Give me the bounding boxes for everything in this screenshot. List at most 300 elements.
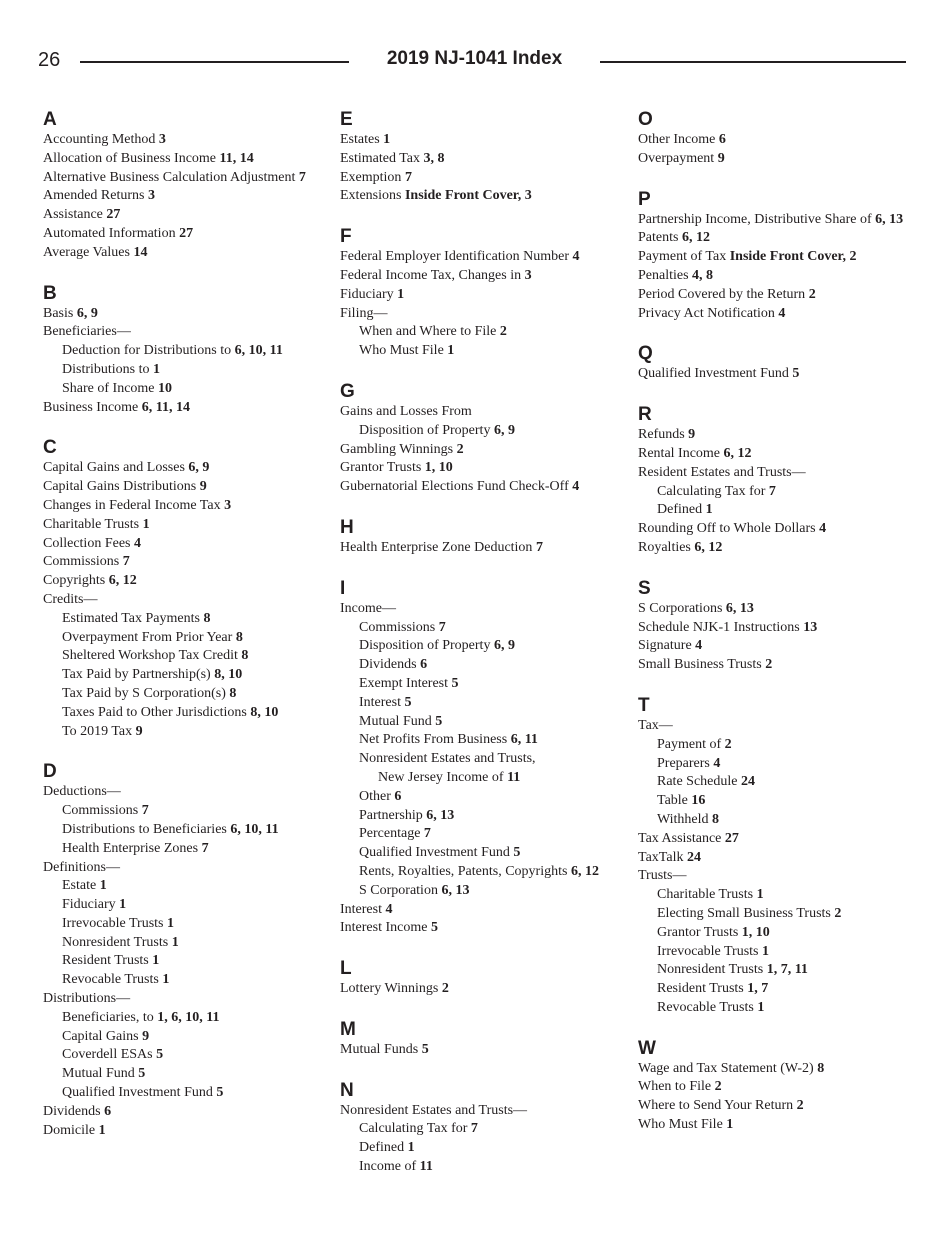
entry-term: Capital Gains Distributions bbox=[43, 479, 197, 495]
header-rule-right bbox=[600, 61, 906, 63]
section-spacer bbox=[340, 361, 615, 375]
entry-page-ref: 1 bbox=[756, 887, 764, 903]
index-entry-business-income bbox=[43, 399, 311, 418]
index-entry-tax-paid-by-partnership-s bbox=[43, 666, 311, 685]
entry-page-ref: 1 bbox=[142, 516, 150, 532]
entry-term: Interest bbox=[359, 694, 401, 710]
index-entry-payment-of bbox=[638, 736, 916, 755]
index-section-p bbox=[638, 189, 916, 324]
index-section-h bbox=[340, 517, 615, 558]
entry-page-ref: 8 bbox=[229, 685, 237, 701]
entry-page-ref: 9 bbox=[688, 427, 696, 443]
section-spacer bbox=[340, 558, 615, 572]
entry-term: When to File bbox=[638, 1079, 712, 1095]
index-section-c bbox=[43, 437, 311, 741]
section-letter: A bbox=[43, 109, 57, 130]
entry-page-ref: 6, 9 bbox=[493, 422, 515, 438]
entry-page-ref: 1 bbox=[726, 1117, 734, 1133]
entry-term: To 2019 Tax bbox=[62, 723, 133, 739]
entry-term: Mutual Funds bbox=[340, 1041, 419, 1057]
entry-term: Overpayment From Prior Year bbox=[62, 629, 233, 645]
section-spacer bbox=[340, 206, 615, 220]
entry-page-ref: 5 bbox=[792, 366, 800, 382]
entry-term: Signature bbox=[638, 638, 692, 654]
index-entry-s-corporation bbox=[340, 882, 615, 901]
index-entry-partnership-income-distributive-share-of bbox=[638, 211, 916, 230]
entry-page-ref: 1 bbox=[162, 972, 170, 988]
entry-term: Revocable Trusts bbox=[62, 972, 159, 988]
entry-page-ref: 1 bbox=[407, 1140, 415, 1156]
index-entry-s-corporations bbox=[638, 600, 916, 619]
index-entry-income bbox=[340, 600, 615, 619]
entry-term: Percentage bbox=[359, 826, 421, 842]
entry-term: Gubernatorial Elections Fund Check-Off bbox=[340, 479, 569, 495]
section-letter: Q bbox=[638, 343, 653, 365]
entry-page-ref: 5 bbox=[513, 845, 521, 861]
index-entry-rounding-off-to-whole-dollars bbox=[638, 520, 916, 539]
entry-page-ref: 6 bbox=[718, 132, 726, 147]
entry-term: Where to Send Your Return bbox=[638, 1098, 794, 1114]
entry-page-ref: 7 bbox=[423, 826, 431, 842]
index-entry-disposition-of-property bbox=[340, 637, 615, 656]
index-entry-federal-income-tax-changes-in bbox=[340, 267, 615, 286]
entry-term: Collection Fees bbox=[43, 535, 131, 551]
entry-page-ref: 9 bbox=[142, 1028, 150, 1044]
entry-page-ref: 16 bbox=[691, 793, 706, 809]
entry-page-ref: 6, 11 bbox=[510, 732, 538, 748]
entry-page-ref: Inside Front Cover, 2 bbox=[729, 249, 857, 265]
index-entry-commissions bbox=[43, 553, 311, 572]
entry-page-ref: 27 bbox=[724, 830, 739, 846]
index-section-e bbox=[340, 109, 615, 206]
index-entry-rental-income bbox=[638, 445, 916, 464]
entry-page-ref: 7 bbox=[122, 554, 130, 570]
entry-term: Calculating Tax for bbox=[359, 1121, 468, 1137]
entry-term: Amended Returns bbox=[43, 188, 145, 204]
entry-page-ref: 6, 11, 14 bbox=[141, 399, 190, 415]
index-section-g bbox=[340, 381, 615, 497]
entry-term: Deductions— bbox=[43, 784, 121, 800]
entry-term: Qualified Investment Fund bbox=[359, 845, 510, 861]
entry-term: Lottery Winnings bbox=[340, 981, 439, 997]
entry-term: Share of Income bbox=[62, 380, 155, 396]
entry-term: Interest bbox=[340, 901, 386, 917]
entry-term: Payment of bbox=[657, 736, 722, 752]
index-entry-resident-estates-and-trusts bbox=[638, 464, 916, 483]
entry-page-ref: 1, 10 bbox=[741, 924, 770, 940]
entry-page-ref: 7 bbox=[141, 803, 149, 819]
entry-term: Calculating Tax for bbox=[657, 483, 766, 499]
index-entry-resident-trusts bbox=[638, 980, 916, 999]
entry-term: Nonresident Estates and Trusts, bbox=[359, 751, 536, 767]
entry-term: When and Where to File bbox=[359, 324, 497, 340]
index-entry-rents-royalties-patents-copyrights bbox=[340, 863, 615, 882]
entry-term: Withheld bbox=[657, 811, 709, 827]
index-entry-nonresident-trusts bbox=[638, 961, 916, 980]
index-entry-exempt-interest bbox=[340, 675, 615, 694]
index-entry-electing-small-business-trusts bbox=[638, 905, 916, 924]
index-section-i bbox=[340, 578, 615, 938]
entry-term: Allocation of Business Income bbox=[43, 150, 217, 166]
entry-term: Rounding Off to Whole Dollars bbox=[638, 521, 816, 537]
index-entry-automated-information bbox=[43, 225, 311, 244]
entry-term: Irrevocable Trusts bbox=[657, 943, 759, 959]
entry-page-ref: 1 bbox=[705, 502, 713, 518]
index-entry-credits bbox=[43, 591, 311, 610]
entry-term: Credits— bbox=[43, 591, 98, 607]
entry-term: Estates bbox=[340, 132, 380, 147]
index-entry-new-jersey-income-of bbox=[340, 769, 615, 788]
index-entry-interest bbox=[340, 901, 615, 920]
index-section-w bbox=[638, 1038, 916, 1135]
section-spacer bbox=[340, 1060, 615, 1074]
index-entry-definitions bbox=[43, 859, 311, 878]
entry-page-ref: 2 bbox=[796, 1098, 804, 1114]
entry-page-ref: 6, 12 bbox=[108, 573, 137, 589]
index-entry-filing bbox=[340, 305, 615, 324]
entry-page-ref: 7 bbox=[535, 539, 543, 555]
entry-term: Commissions bbox=[359, 619, 436, 635]
entry-term: Commissions bbox=[43, 554, 120, 570]
entry-term: Beneficiaries, to bbox=[62, 1009, 154, 1025]
index-entry-nonresident-estates-and-trusts bbox=[340, 1102, 615, 1121]
entry-term: New Jersey Income of bbox=[378, 769, 504, 785]
entry-page-ref: 1 bbox=[119, 897, 127, 913]
entry-term: Average Values bbox=[43, 244, 130, 260]
index-entry-collection-fees bbox=[43, 535, 311, 554]
entry-term: Electing Small Business Trusts bbox=[657, 905, 831, 921]
entry-term: Estimated Tax Payments bbox=[62, 610, 200, 626]
entry-page-ref: 5 bbox=[451, 675, 459, 691]
entry-term: Estimated Tax bbox=[340, 150, 421, 166]
index-entry-refunds bbox=[638, 426, 916, 445]
entry-page-ref: 5 bbox=[138, 1066, 146, 1082]
entry-page-ref: 2 bbox=[765, 657, 773, 673]
index-section-f bbox=[340, 226, 615, 361]
entry-page-ref: 9 bbox=[717, 150, 725, 166]
index-entry-fiduciary bbox=[340, 286, 615, 305]
entry-term: Mutual Fund bbox=[62, 1066, 135, 1082]
entry-page-ref: 6, 10, 11 bbox=[230, 821, 279, 837]
index-entry-health-enterprise-zone-deduction bbox=[340, 539, 615, 558]
entry-term: Refunds bbox=[638, 427, 685, 443]
entry-page-ref: 2 bbox=[456, 441, 464, 457]
entry-term: Filing— bbox=[340, 305, 388, 321]
index-entry-changes-in-federal-income-tax bbox=[43, 497, 311, 516]
entry-term: Nonresident Trusts bbox=[62, 934, 169, 950]
index-entry-average-values bbox=[43, 244, 311, 263]
entry-term: Other bbox=[359, 788, 391, 804]
entry-page-ref: 5 bbox=[421, 1041, 429, 1057]
entry-term: Partnership bbox=[359, 807, 423, 823]
entry-page-ref: 1 bbox=[383, 132, 391, 147]
entry-page-ref: 8, 10 bbox=[250, 704, 279, 720]
entry-page-ref: 2 bbox=[499, 324, 507, 340]
entry-page-ref: 5 bbox=[404, 694, 412, 710]
entry-page-ref: 8 bbox=[235, 629, 243, 645]
entry-page-ref: 2 bbox=[714, 1079, 722, 1095]
entry-term: Trusts— bbox=[638, 868, 687, 884]
entry-term: Automated Information bbox=[43, 225, 176, 241]
index-entry-nonresident-estates-and-trusts bbox=[340, 750, 615, 769]
entry-term: Schedule NJK-1 Instructions bbox=[638, 619, 800, 635]
index-entry-privacy-act-notification bbox=[638, 305, 916, 324]
entry-page-ref: 6, 12 bbox=[723, 445, 752, 461]
section-letter: W bbox=[638, 1037, 656, 1059]
page-title: 2019 NJ-1041 Index bbox=[386, 48, 563, 69]
index-entry-patents bbox=[638, 229, 916, 248]
entry-term: Resident Trusts bbox=[657, 981, 744, 997]
index-entry-royalties bbox=[638, 539, 916, 558]
index-entry-disposition-of-property bbox=[340, 422, 615, 441]
index-entry-extensions bbox=[340, 187, 615, 206]
entry-term: Preparers bbox=[657, 755, 710, 771]
index-entry-tax bbox=[638, 717, 916, 736]
index-section-d bbox=[43, 761, 311, 1140]
entry-page-ref: 8 bbox=[241, 648, 249, 664]
entry-term: Assistance bbox=[43, 207, 103, 223]
section-spacer bbox=[638, 169, 916, 183]
index-entry-beneficiaries bbox=[43, 323, 311, 342]
entry-page-ref: 6, 9 bbox=[188, 460, 210, 476]
index-entry-gambling-winnings bbox=[340, 441, 615, 460]
index-entry-dividends bbox=[43, 1103, 311, 1122]
index-section-o bbox=[638, 109, 916, 169]
index-column-2 bbox=[340, 103, 615, 1177]
entry-term: Dividends bbox=[43, 1103, 101, 1119]
entry-term: Federal Income Tax, Changes in bbox=[340, 267, 522, 283]
index-entry-qualified-investment-fund bbox=[340, 844, 615, 863]
index-entry-qualified-investment-fund bbox=[638, 365, 916, 384]
entry-term: Partnership Income, Distributive Share of bbox=[638, 211, 872, 227]
entry-page-ref: 7 bbox=[768, 483, 776, 499]
entry-term: Income— bbox=[340, 600, 396, 616]
index-entry-withheld bbox=[638, 811, 916, 830]
entry-term: Tax Assistance bbox=[638, 830, 722, 846]
index-entry-share-of-income bbox=[43, 380, 311, 399]
index-entry-income-of bbox=[340, 1158, 615, 1177]
section-letter: P bbox=[638, 188, 651, 210]
entry-term: Gambling Winnings bbox=[340, 441, 454, 457]
index-entry-small-business-trusts bbox=[638, 656, 916, 675]
index-entry-mutual-fund bbox=[43, 1065, 311, 1084]
index-entry-deduction-for-distributions-to bbox=[43, 342, 311, 361]
index-entry-payment-of-tax bbox=[638, 248, 916, 267]
entry-term: Charitable Trusts bbox=[43, 516, 140, 532]
index-entry-revocable-trusts bbox=[43, 971, 311, 990]
entry-term: Interest Income bbox=[340, 920, 428, 936]
entry-term: Overpayment bbox=[638, 150, 715, 166]
index-entry-allocation-of-business-income bbox=[43, 150, 311, 169]
entry-page-ref: 27 bbox=[179, 225, 194, 241]
entry-term: Rental Income bbox=[638, 445, 721, 461]
entry-page-ref: 6, 12 bbox=[681, 230, 710, 246]
index-entry-overpayment bbox=[638, 150, 916, 169]
index-entry-tax-assistance bbox=[638, 830, 916, 849]
entry-term: Penalties bbox=[638, 267, 689, 283]
entry-page-ref: 8 bbox=[712, 811, 720, 827]
index-section-a bbox=[43, 109, 311, 263]
section-letter: T bbox=[638, 694, 650, 716]
entry-term: Changes in Federal Income Tax bbox=[43, 497, 221, 513]
index-entry-rate-schedule bbox=[638, 773, 916, 792]
entry-page-ref: 5 bbox=[216, 1085, 224, 1101]
entry-term: Gains and Losses From bbox=[340, 403, 472, 419]
index-entry-distributions-to bbox=[43, 361, 311, 380]
entry-page-ref: 7 bbox=[438, 619, 446, 635]
section-letter: M bbox=[340, 1018, 356, 1040]
section-letter: I bbox=[340, 577, 346, 599]
entry-term: Rents, Royalties, Patents, Copyrights bbox=[359, 863, 568, 879]
index-entry-mutual-fund bbox=[340, 713, 615, 732]
index-section-t bbox=[638, 695, 916, 1018]
entry-page-ref: 1 bbox=[762, 943, 769, 959]
entry-term: Business Income bbox=[43, 399, 139, 415]
entry-page-ref: 24 bbox=[740, 774, 755, 790]
entry-term: Nonresident Trusts bbox=[657, 962, 764, 978]
index-entry-gains-and-losses-from bbox=[340, 403, 615, 422]
entry-term: Accounting Method bbox=[43, 132, 156, 147]
entry-page-ref: 6, 9 bbox=[493, 638, 515, 654]
index-entry-deductions bbox=[43, 783, 311, 802]
entry-term: TaxTalk bbox=[638, 849, 684, 865]
entry-term: Fiduciary bbox=[340, 286, 394, 302]
section-letter: R bbox=[638, 404, 652, 426]
entry-page-ref: 4 bbox=[778, 305, 786, 321]
section-spacer bbox=[340, 938, 615, 952]
index-section-r bbox=[638, 404, 916, 558]
entry-term: Irrevocable Trusts bbox=[62, 915, 164, 931]
index-entry-calculating-tax-for bbox=[638, 483, 916, 502]
entry-page-ref: 1, 7, 11 bbox=[766, 962, 808, 978]
index-entry-grantor-trusts bbox=[340, 459, 615, 478]
entry-term: Small Business Trusts bbox=[638, 657, 762, 673]
entry-page-ref: 9 bbox=[135, 723, 143, 739]
index-entry-commissions bbox=[43, 802, 311, 821]
entry-term: Patents bbox=[638, 230, 679, 246]
entry-term: Who Must File bbox=[359, 343, 444, 359]
index-entry-who-must-file bbox=[638, 1116, 916, 1135]
index-entry-basis bbox=[43, 305, 311, 324]
section-letter: E bbox=[340, 109, 353, 130]
entry-page-ref: 11 bbox=[507, 769, 521, 785]
entry-term: Capital Gains and Losses bbox=[43, 460, 185, 476]
entry-page-ref: 6 bbox=[394, 788, 402, 804]
entry-page-ref: 3 bbox=[224, 497, 232, 513]
section-spacer bbox=[43, 417, 311, 431]
index-entry-capital-gains-distributions bbox=[43, 478, 311, 497]
entry-page-ref: 14 bbox=[133, 244, 148, 260]
entry-term: Distributions to bbox=[62, 361, 150, 377]
index-entry-who-must-file bbox=[340, 342, 615, 361]
entry-term: Sheltered Workshop Tax Credit bbox=[62, 648, 238, 664]
entry-term: Grantor Trusts bbox=[340, 460, 422, 476]
entry-term: Beneficiaries— bbox=[43, 324, 131, 340]
entry-term: Qualified Investment Fund bbox=[62, 1085, 213, 1101]
index-entry-beneficiaries-to bbox=[43, 1009, 311, 1028]
index-entry-to-2019-tax bbox=[43, 723, 311, 742]
entry-page-ref: 11, 14 bbox=[219, 150, 254, 166]
index-entry-partnership bbox=[340, 807, 615, 826]
entry-term: Resident Trusts bbox=[62, 953, 149, 969]
index-entry-commissions bbox=[340, 619, 615, 638]
entry-page-ref: 6 bbox=[104, 1103, 112, 1119]
entry-term: Charitable Trusts bbox=[657, 887, 754, 903]
entry-term: Deduction for Distributions to bbox=[62, 343, 232, 359]
entry-page-ref: 8 bbox=[203, 610, 211, 626]
entry-page-ref: 4, 8 bbox=[692, 267, 714, 283]
entry-term: Disposition of Property bbox=[359, 638, 491, 654]
index-entry-irrevocable-trusts bbox=[43, 915, 311, 934]
index-entry-coverdell-esas bbox=[43, 1046, 311, 1065]
entry-term: S Corporation bbox=[359, 882, 438, 898]
entry-page-ref: 1 bbox=[167, 915, 174, 931]
index-entry-defined bbox=[638, 501, 916, 520]
index-entry-capital-gains-and-losses bbox=[43, 459, 311, 478]
entry-page-ref: 4 bbox=[572, 479, 580, 495]
entry-page-ref: 6, 9 bbox=[76, 305, 98, 321]
index-section-q bbox=[638, 343, 916, 384]
index-entry-assistance bbox=[43, 206, 311, 225]
entry-page-ref: 1, 7 bbox=[747, 981, 769, 997]
entry-page-ref: 7 bbox=[298, 169, 306, 185]
index-entry-nonresident-trusts bbox=[43, 934, 311, 953]
index-entry-domicile bbox=[43, 1122, 311, 1141]
entry-page-ref: 5 bbox=[435, 713, 443, 729]
section-letter: G bbox=[340, 380, 355, 402]
index-entry-estimated-tax-payments bbox=[43, 610, 311, 629]
index-entry-schedule-njk-1-instructions bbox=[638, 619, 916, 638]
entry-term: Copyrights bbox=[43, 573, 106, 589]
entry-term: Payment of Tax bbox=[638, 249, 727, 265]
index-entry-when-and-where-to-file bbox=[340, 323, 615, 342]
entry-term: Taxes Paid to Other Jurisdictions bbox=[62, 704, 247, 720]
entry-term: Period Covered by the Return bbox=[638, 286, 806, 302]
entry-term: Health Enterprise Zones bbox=[62, 840, 199, 856]
index-entry-sheltered-workshop-tax-credit bbox=[43, 647, 311, 666]
index-column-1 bbox=[43, 103, 311, 1140]
entry-page-ref: 3 bbox=[524, 267, 532, 283]
index-entry-table bbox=[638, 792, 916, 811]
entry-term: S Corporations bbox=[638, 600, 723, 616]
index-entry-revocable-trusts bbox=[638, 999, 916, 1018]
section-spacer bbox=[43, 741, 311, 755]
entry-term: Nonresident Estates and Trusts— bbox=[340, 1102, 528, 1118]
entry-term: Income of bbox=[359, 1159, 417, 1175]
index-entry-penalties bbox=[638, 267, 916, 286]
entry-page-ref: 2 bbox=[834, 905, 842, 921]
entry-term: Dividends bbox=[359, 657, 417, 673]
index-entry-tax-paid-by-s-corporation-s bbox=[43, 685, 311, 704]
entry-page-ref: 1 bbox=[153, 361, 161, 377]
entry-term: Who Must File bbox=[638, 1117, 723, 1133]
section-letter: F bbox=[340, 226, 352, 248]
section-letter: C bbox=[43, 437, 57, 459]
index-entry-overpayment-from-prior-year bbox=[43, 629, 311, 648]
index-entry-trusts bbox=[638, 867, 916, 886]
entry-page-ref: 10 bbox=[158, 380, 173, 396]
entry-term: Wage and Tax Statement (W-2) bbox=[638, 1060, 814, 1076]
index-entry-taxes-paid-to-other-jurisdictions bbox=[43, 704, 311, 723]
index-entry-mutual-funds bbox=[340, 1041, 615, 1060]
index-entry-alternative-business-calculation-adjustment bbox=[43, 169, 311, 188]
entry-page-ref: 1 bbox=[757, 999, 765, 1015]
entry-page-ref: 1, 10 bbox=[424, 460, 453, 476]
entry-term: Fiduciary bbox=[62, 897, 116, 913]
entry-term: Disposition of Property bbox=[359, 422, 491, 438]
entry-page-ref: 2 bbox=[724, 736, 732, 752]
entry-term: Domicile bbox=[43, 1122, 96, 1138]
